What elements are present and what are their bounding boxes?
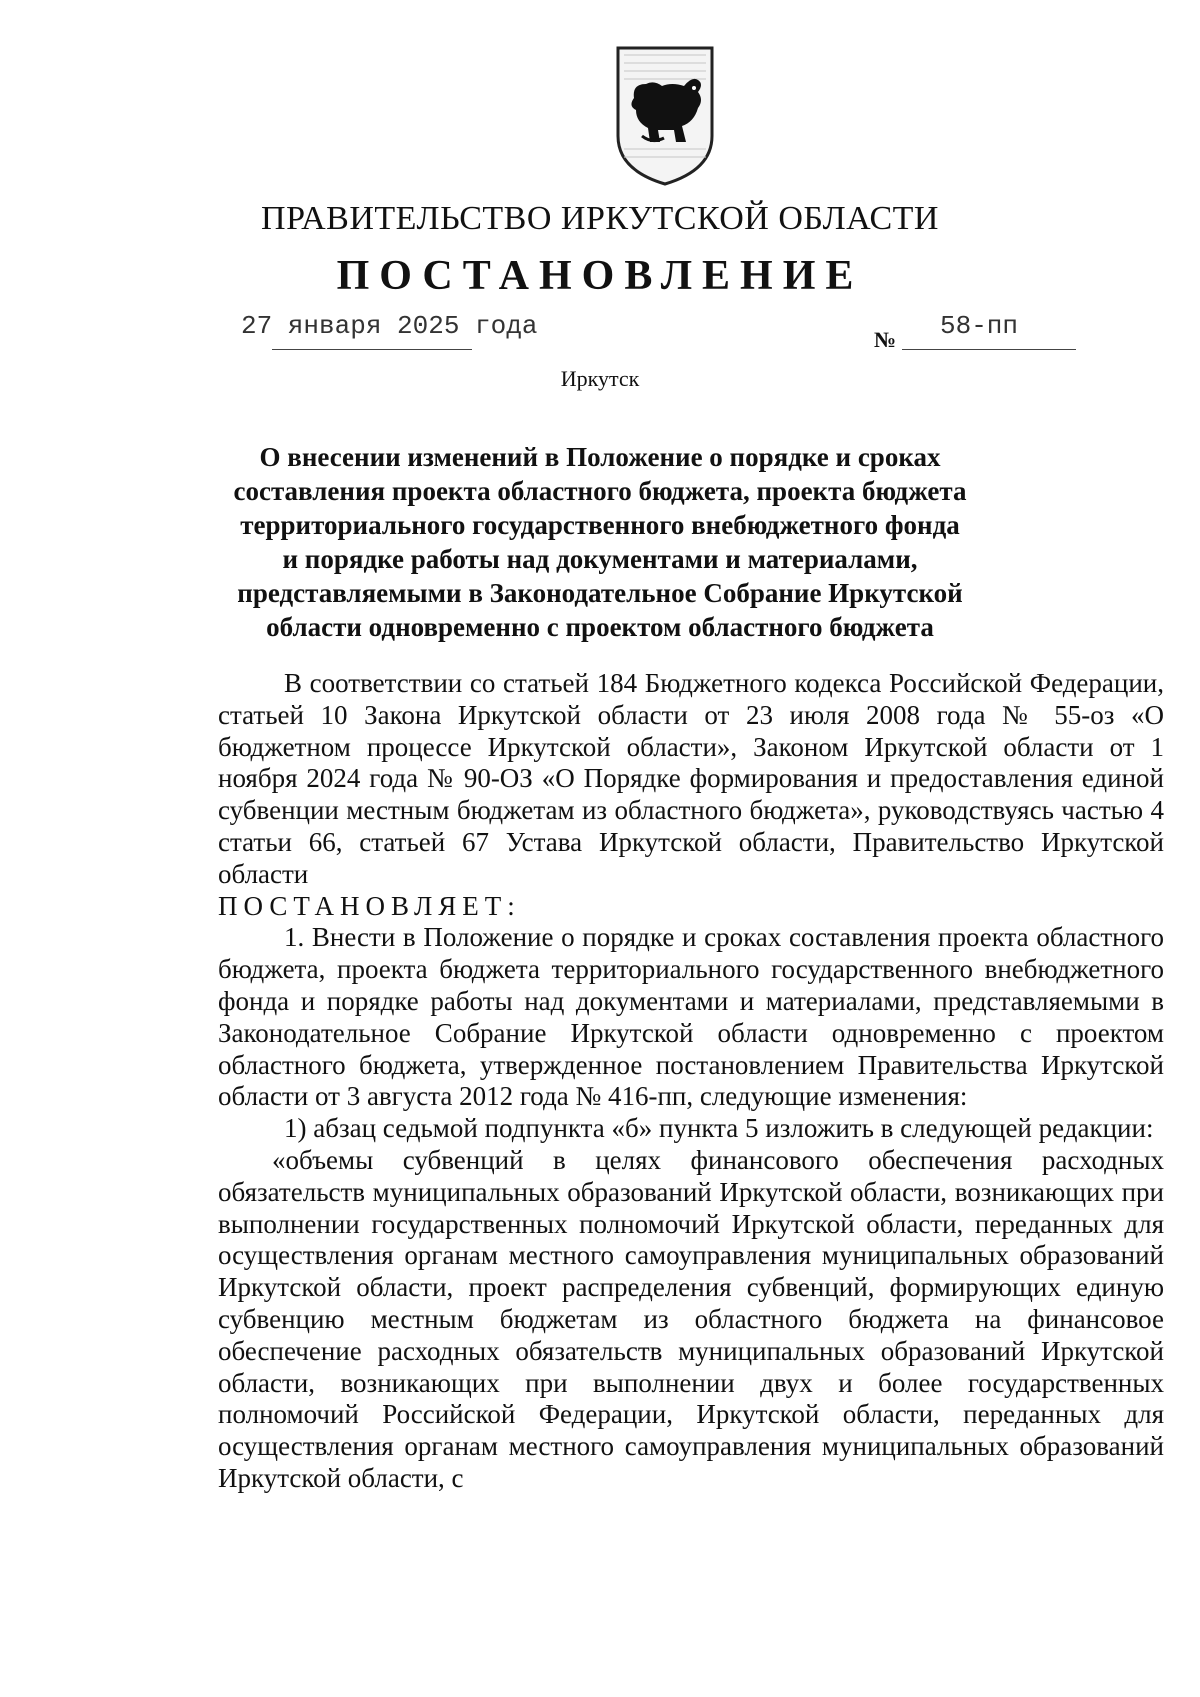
document-date: 27 января 2025 года xyxy=(241,311,538,341)
item-1-subitem-1: 1) абзац седьмой подпункта «б» пункта 5 изложить в следующей редакции: xyxy=(284,1113,1154,1144)
coat-of-arms-emblem xyxy=(612,40,718,188)
decree-word: ПОСТАНОВЛЯЕТ: xyxy=(218,890,521,921)
document-number: 58-пп xyxy=(940,311,1019,341)
document-type: ПОСТАНОВЛЕНИЕ xyxy=(336,253,864,299)
quoted-text-paragraph: «объемы субвенций в целях финансового обеспечения расходных обязательств муниципальных образований Иркутской области, возникающих при выполнении государственных полномочий Иркутской области, переданных для осуществления органам местного самоуправления муниципальных образований Иркутской области, проект распределения субвенций, формирующих единую субвенцию местным бюджетам из областного бюджета на финансовое обеспечение расходных обязательств муниципальных образований Иркутской области, возникающих при выполнении двух и более государственных полномочий Российской Федерации, Иркутской области, переданных для осуществления органам местного самоуправления муниципальных образований Иркутской области, с xyxy=(218,1144,1164,1493)
number-sign: № xyxy=(874,327,897,352)
date-underline xyxy=(272,349,472,350)
item-1-paragraph: 1. Внести в Положение о порядке и сроках составления проекта областного бюджета, проекта бюджета территориального государственного внебюджетного фонда и порядке работы над документами и материалами, представляемыми в Законодательное Собрание Иркутской области одновременно с проектом областного бюджета, утвержденное постановлением Правительства Иркутской области от 3 августа 2012 года № 416-пп, следующие изменения: xyxy=(218,922,1164,1112)
document-body xyxy=(218,668,1164,1495)
document-title: О внесении изменений в Положение о порядке и сроках составления проекта областного бюджета, проекта бюджета территориального государственного внебюджетного фонда и порядке работы над документами и материалами, представляемыми в Законодательное Собрание Иркутской области одновременно с проектом областного бюджета xyxy=(233,442,967,642)
preamble-paragraph: В соответствии со статьей 184 Бюджетного кодекса Российской Федерации, статьей 10 Закона Иркутской области от 23 июля 2008 года № 55-оз «О бюджетном процессе Иркутской области», Законом Иркутской области от 1 ноября 2024 года № 90-ОЗ «О Порядке формирования и предоставления единой субвенции местным бюджетам из областного бюджета», руководствуясь частью 4 статьи 66, статьей 67 Устава Иркутской области, Правительство Иркутской области xyxy=(218,668,1164,889)
number-underline xyxy=(902,349,1076,350)
organization-name: ПРАВИТЕЛЬСТВО ИРКУТСКОЙ ОБЛАСТИ xyxy=(261,200,939,237)
city: Иркутск xyxy=(560,366,640,391)
